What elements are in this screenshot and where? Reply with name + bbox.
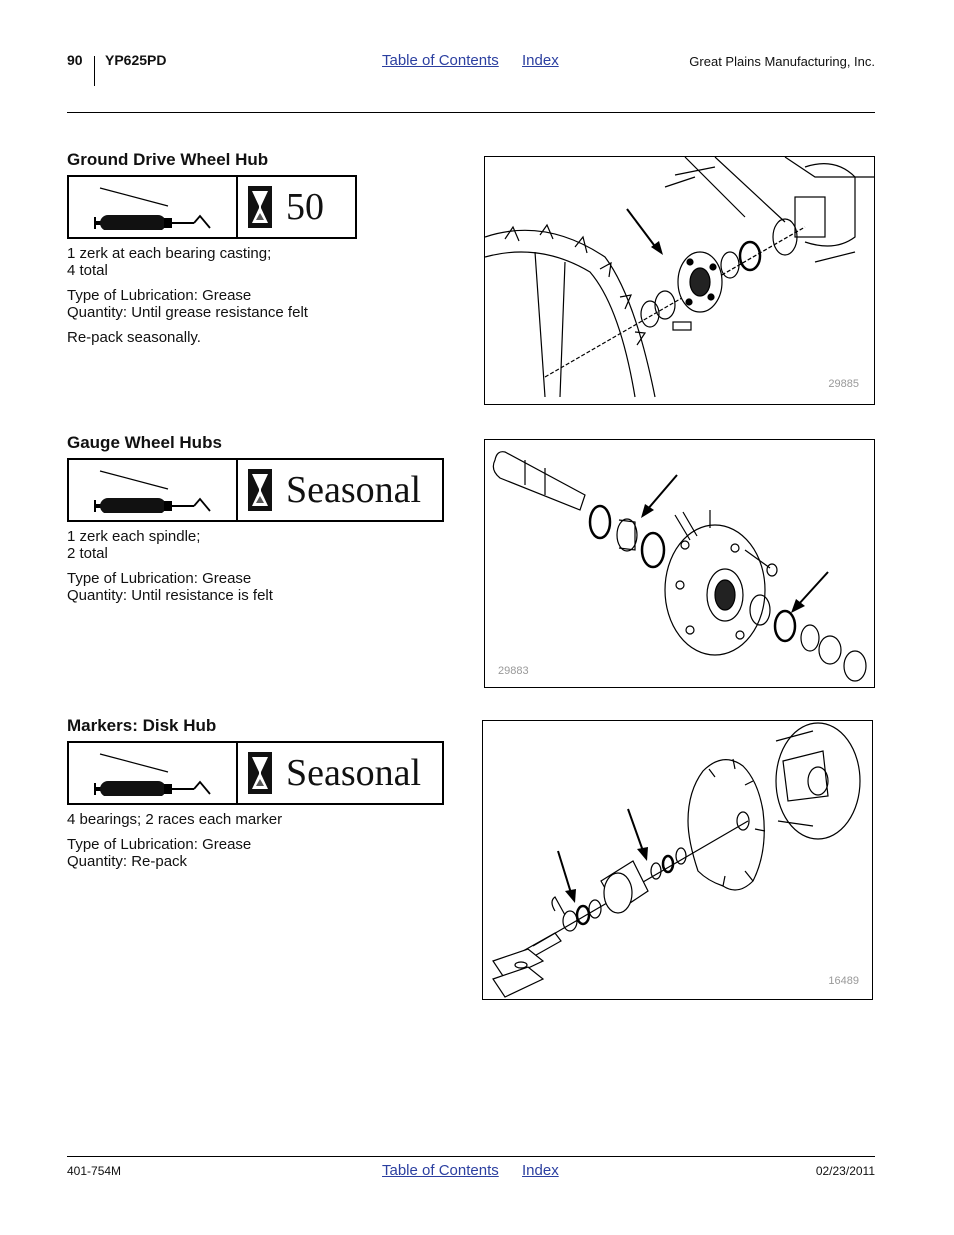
figure-ground-drive-hub xyxy=(484,156,875,405)
text-line: 1 zerk at each bearing casting; xyxy=(67,245,272,262)
lube-type: Type of Lubrication: Grease xyxy=(67,570,252,587)
doc-number: 401-754M xyxy=(67,1164,122,1178)
lube-interval-box-gauge-wheel xyxy=(67,458,444,522)
header-divider xyxy=(94,56,95,86)
section-text-ground-drive xyxy=(67,245,447,354)
section-text-markers xyxy=(67,811,447,878)
company-name: Great Plains Manufacturing, Inc. xyxy=(689,54,875,69)
footer-index-link[interactable]: Index xyxy=(522,1162,559,1179)
lube-note: Re-pack seasonally. xyxy=(67,329,201,346)
section-title-markers-disk-hub: Markers: Disk Hub xyxy=(67,716,217,735)
grease-gun-icon xyxy=(69,460,238,520)
lube-interval-box-markers xyxy=(67,741,444,805)
lube-quantity: Quantity: Until grease resistance felt xyxy=(67,304,308,321)
lube-quantity: Quantity: Until resistance is felt xyxy=(67,587,273,604)
header-toc-link[interactable]: Table of Contents xyxy=(382,52,499,69)
lube-interval-value: 50 xyxy=(286,186,324,228)
hourglass-icon xyxy=(248,186,272,228)
grease-gun-icon xyxy=(69,177,238,237)
text-line: 4 total xyxy=(67,262,108,279)
lube-quantity: Quantity: Re-pack xyxy=(67,853,188,870)
text-line: 1 zerk each spindle; xyxy=(67,528,201,545)
lube-interval-value: Seasonal xyxy=(286,752,422,794)
model-name: YP625PD xyxy=(105,52,167,68)
hourglass-icon xyxy=(248,752,272,794)
figure-number: 29883 xyxy=(498,665,529,677)
page-number: 90 xyxy=(67,52,83,68)
header-index-link[interactable]: Index xyxy=(522,52,559,69)
header-rule xyxy=(67,112,875,113)
figure-number: 29885 xyxy=(828,378,859,390)
section-title-ground-drive: Ground Drive Wheel Hub xyxy=(67,150,269,169)
figure-number: 16489 xyxy=(828,975,859,987)
text-line: 4 bearings; 2 races each marker xyxy=(67,811,283,828)
footer-toc-link[interactable]: Table of Contents xyxy=(382,1162,499,1179)
lube-type: Type of Lubrication: Grease xyxy=(67,287,252,304)
text-line: 2 total xyxy=(67,545,108,562)
footer-rule xyxy=(67,1156,875,1157)
section-text-gauge-wheel xyxy=(67,528,447,612)
section-title-gauge-wheel: Gauge Wheel Hubs xyxy=(67,433,222,452)
figure-gauge-wheel-hub xyxy=(484,439,875,688)
doc-date: 02/23/2011 xyxy=(815,1164,875,1178)
lube-type: Type of Lubrication: Grease xyxy=(67,836,252,853)
grease-gun-icon xyxy=(69,743,238,803)
hourglass-icon xyxy=(248,469,272,511)
lube-interval-box-ground-drive xyxy=(67,175,357,239)
lube-interval-value: Seasonal xyxy=(286,469,422,511)
figure-marker-disk-hub xyxy=(482,720,873,1000)
